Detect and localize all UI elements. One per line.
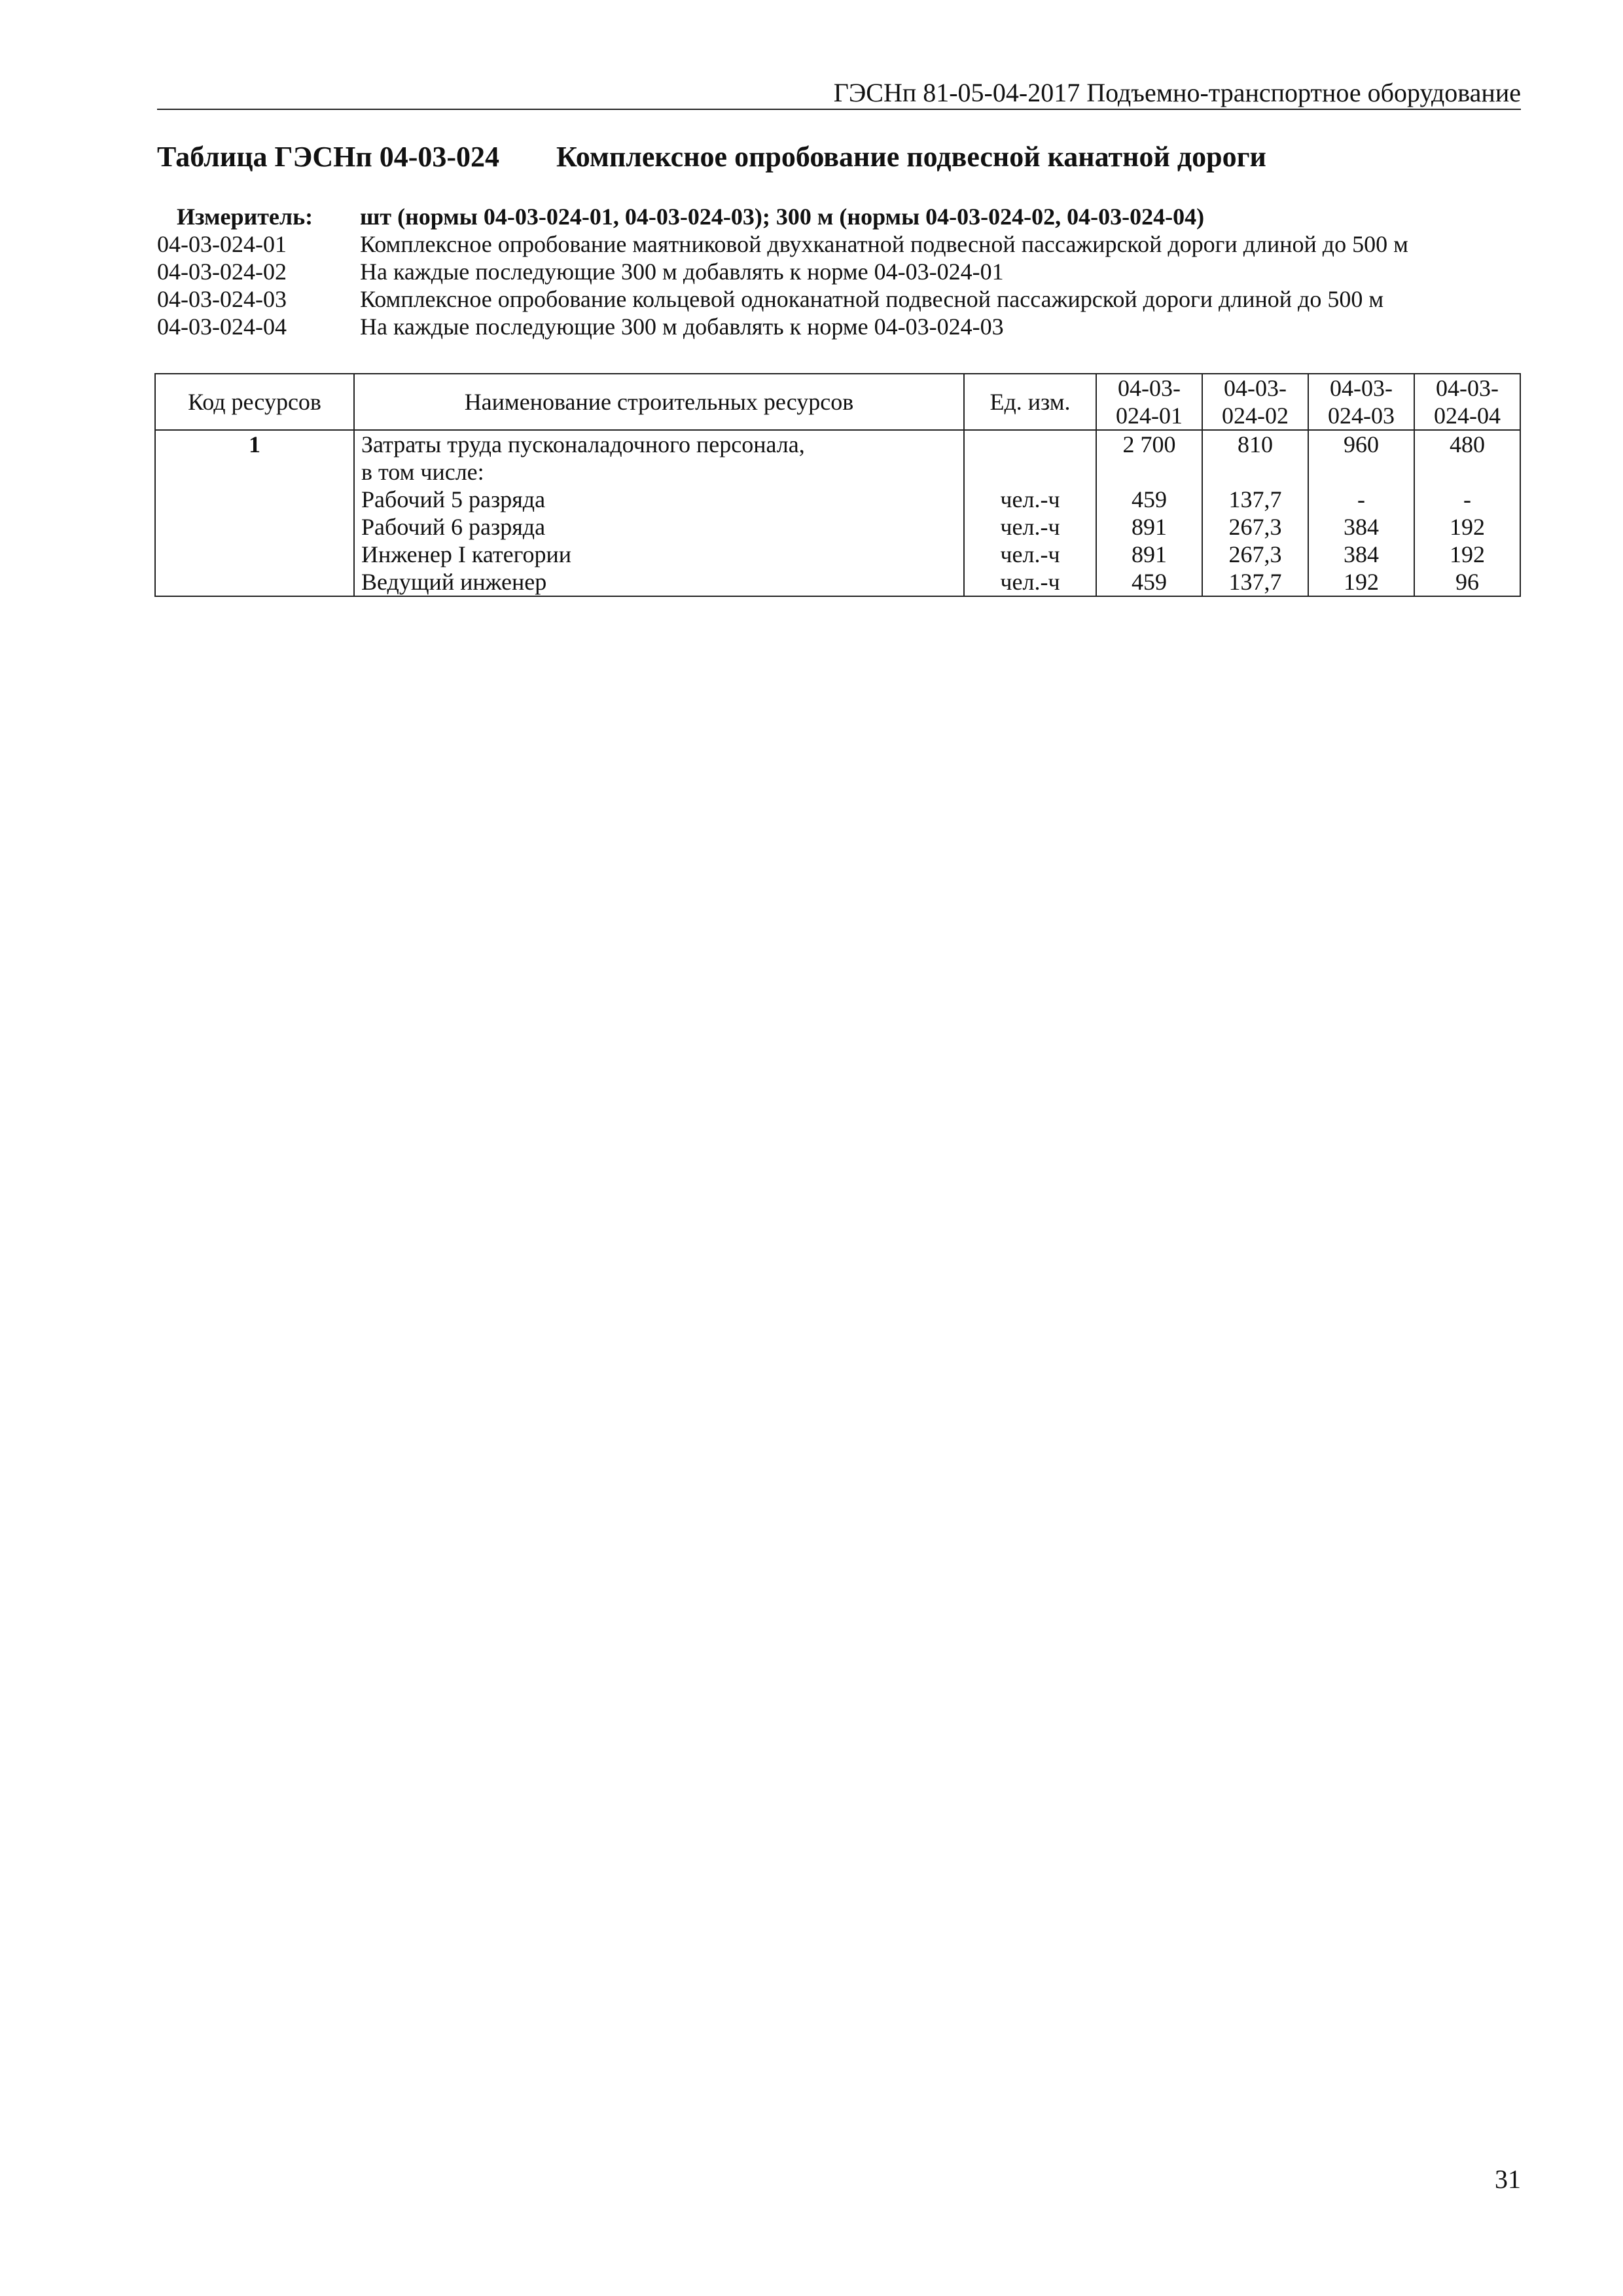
cell-value: 891: [1096, 541, 1202, 568]
cell-code: [155, 458, 354, 486]
cell-value: 480: [1414, 430, 1520, 458]
cell-value: 810: [1202, 430, 1308, 458]
header-norm-03-line2: 024-03: [1328, 403, 1395, 429]
cell-value: 267,3: [1202, 513, 1308, 541]
cell-name: Затраты труда пусконаладочного персонала,: [354, 430, 964, 458]
cell-value: 384: [1308, 513, 1414, 541]
cell-value: 137,7: [1202, 486, 1308, 513]
norm-code: 04-03-024-03: [157, 286, 287, 312]
norm-description: На каждые последующие 300 м добавлять к норме 04-03-024-03: [360, 314, 1004, 340]
table-title-code: Таблица ГЭСНп 04-03-024: [157, 141, 500, 173]
norm-code: 04-03-024-02: [157, 259, 287, 285]
norm-row: [157, 258, 1521, 285]
cell-unit: чел.-ч: [964, 513, 1096, 541]
header-norm-04: [1414, 374, 1520, 430]
cell-name: Ведущий инженер: [354, 568, 964, 596]
norm-code: 04-03-024-04: [157, 314, 287, 340]
table-row: [155, 568, 1520, 596]
cell-name: в том числе:: [354, 458, 964, 486]
cell-unit: чел.-ч: [964, 568, 1096, 596]
cell-value: 459: [1096, 568, 1202, 596]
cell-value: 2 700: [1096, 430, 1202, 458]
cell-value: 267,3: [1202, 541, 1308, 568]
table-row: [155, 513, 1520, 541]
header-unit: Ед. изм.: [964, 374, 1096, 430]
cell-code: [155, 486, 354, 513]
cell-name: Инженер I категории: [354, 541, 964, 568]
header-code: Код ресурсов: [155, 374, 354, 430]
table-row: [155, 486, 1520, 513]
cell-code: [155, 541, 354, 568]
cell-value: -: [1414, 486, 1520, 513]
table-row: [155, 458, 1520, 486]
cell-code: [155, 513, 354, 541]
resources-table: [154, 373, 1521, 597]
norm-description: Комплексное опробование маятниковой двухканатной подвесной пассажирской дороги длиной до 500 м: [360, 231, 1408, 257]
cell-value: 192: [1414, 541, 1520, 568]
table-row: [155, 430, 1520, 458]
measure-row: [157, 203, 1521, 230]
header-name: Наименование строительных ресурсов: [354, 374, 964, 430]
cell-value: [1308, 458, 1414, 486]
norm-row: [157, 285, 1521, 313]
cell-code: [155, 568, 354, 596]
header-norm-01-line1: 04-03-: [1118, 375, 1181, 401]
cell-value: 891: [1096, 513, 1202, 541]
cell-value: [1096, 458, 1202, 486]
cell-name: Рабочий 6 разряда: [354, 513, 964, 541]
header-norm-02: [1202, 374, 1308, 430]
cell-value: 384: [1308, 541, 1414, 568]
cell-code: 1: [155, 430, 354, 458]
running-header: ГЭСНп 81-05-04-2017 Подъемно-транспортное оборудование: [833, 78, 1521, 107]
cell-name: Рабочий 5 разряда: [354, 486, 964, 513]
cell-value: 459: [1096, 486, 1202, 513]
header-norm-04-line2: 024-04: [1434, 403, 1501, 429]
cell-value: 192: [1414, 513, 1520, 541]
table-header-row: [155, 374, 1520, 430]
header-rule: [157, 109, 1521, 110]
cell-value: [1202, 458, 1308, 486]
table-row: [155, 541, 1520, 568]
table-title: [157, 139, 1521, 175]
measure-label: Измеритель:: [177, 204, 313, 230]
norms-meta: [157, 203, 1521, 340]
cell-value: 137,7: [1202, 568, 1308, 596]
cell-unit: чел.-ч: [964, 541, 1096, 568]
header-norm-03-line1: 04-03-: [1330, 375, 1393, 401]
table-title-name: Комплексное опробование подвесной канатной дороги: [556, 141, 1266, 173]
cell-unit: [964, 458, 1096, 486]
cell-value: 192: [1308, 568, 1414, 596]
cell-value: -: [1308, 486, 1414, 513]
header-norm-01-line2: 024-01: [1116, 403, 1183, 429]
header-norm-02-line1: 04-03-: [1224, 375, 1287, 401]
header-norm-01: [1096, 374, 1202, 430]
norm-row: [157, 230, 1521, 258]
cell-unit: [964, 430, 1096, 458]
cell-value: 960: [1308, 430, 1414, 458]
cell-unit: чел.-ч: [964, 486, 1096, 513]
norm-description: На каждые последующие 300 м добавлять к норме 04-03-024-01: [360, 259, 1004, 285]
header-norm-02-line2: 024-02: [1222, 403, 1289, 429]
page-number: 31: [1495, 2164, 1521, 2194]
cell-value: [1414, 458, 1520, 486]
cell-value: 96: [1414, 568, 1520, 596]
norm-row: [157, 313, 1521, 340]
header-norm-03: [1308, 374, 1414, 430]
norm-code: 04-03-024-01: [157, 231, 287, 257]
norm-description: Комплексное опробование кольцевой одноканатной подвесной пассажирской дороги длиной до 500 м: [360, 286, 1384, 312]
measure-value: шт (нормы 04-03-024-01, 04-03-024-03); 300 м (нормы 04-03-024-02, 04-03-024-04): [360, 204, 1205, 230]
header-norm-04-line1: 04-03-: [1436, 375, 1499, 401]
